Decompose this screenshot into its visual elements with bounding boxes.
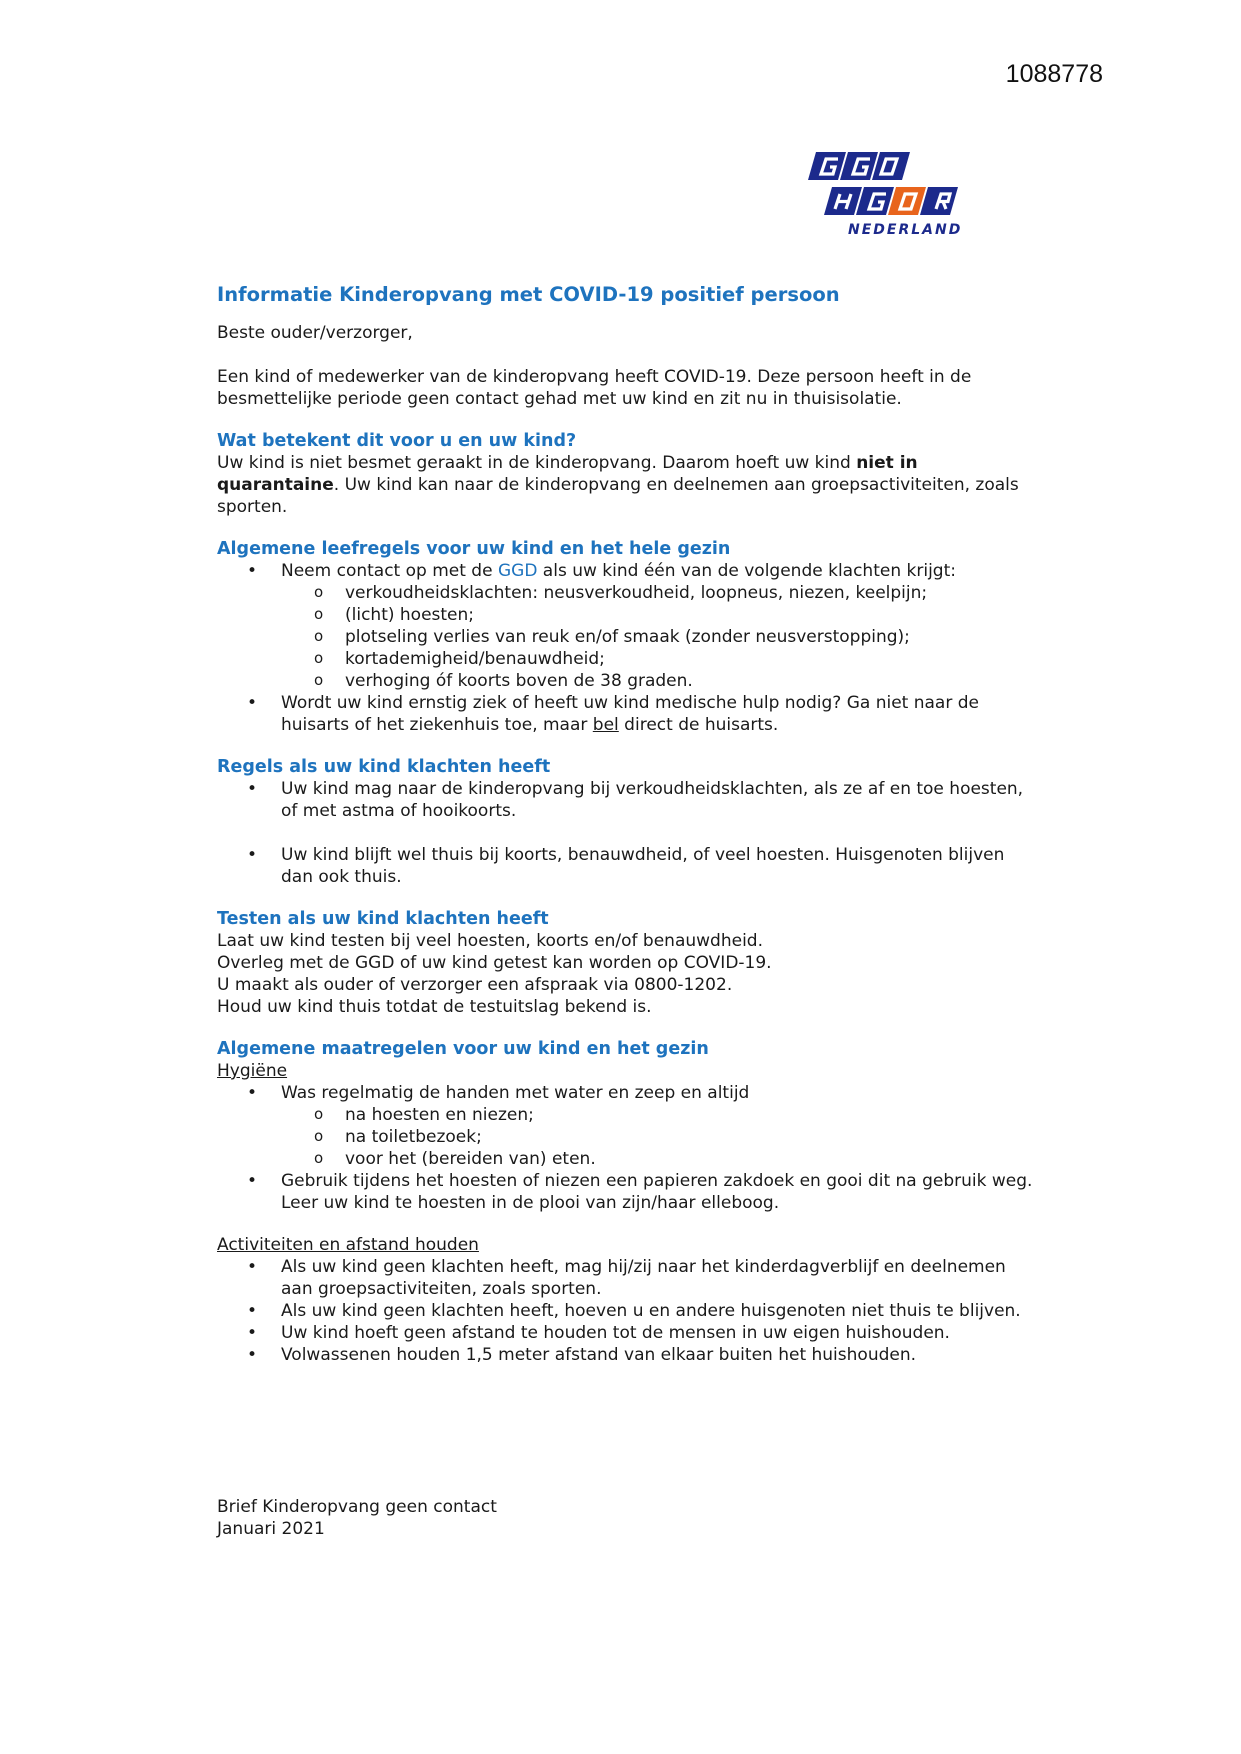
footer-date: Januari 2021 — [217, 1519, 325, 1539]
section-heading-symptom-rules: Regels als uw kind klachten heeft — [217, 757, 551, 777]
ggd-reference: GGD — [497, 561, 538, 581]
footer-title: Brief Kinderopvang geen contact — [217, 1497, 497, 1517]
subheading-hygiene: Hygiëne — [217, 1061, 288, 1081]
sub-list-item: o voor het (bereiden van) eten. — [281, 1148, 1037, 1170]
subheading-activities: Activiteiten en afstand houden — [217, 1235, 479, 1255]
lifestyle-rules-list — [217, 560, 1037, 736]
ggd-ghor-logo — [806, 150, 981, 250]
symptom-rules-list — [217, 778, 1037, 888]
letter-body — [217, 284, 1037, 1366]
testing-line: Overleg met de GGD of uw kind getest kan worden op COVID-19. — [217, 953, 772, 973]
sub-list-item: o kortademigheid/benauwdheid; — [281, 648, 1037, 670]
list-item: • Uw kind mag naar de kinderopvang bij verkoudheidsklachten, als ze af en toe hoesten, of met astma of hooikoorts. — [217, 778, 1037, 822]
list-item: • Neem contact op met de GGD als uw kind één van de volgende klachten krijgt: o verkoudheidsklachten: neusverkoudheid, loopneus, niezen, keelpijn; o (licht) hoesten; o plotseling verlies van reuk en/of smaak (zonder neusverstopping); o kortademigheid/benauwdheid; o verhoging óf koorts boven de 38 graden. — [217, 560, 1037, 692]
section-heading-testing: Testen als uw kind klachten heeft — [217, 909, 549, 929]
salutation: Beste ouder/verzorger, — [217, 323, 413, 343]
emphasis-no-quarantine: niet in quarantaine — [217, 453, 918, 495]
list-item: • Gebruik tijdens het hoesten of niezen een papieren zakdoek en gooi dit na gebruik weg. Leer uw kind te hoesten in de plooi van zijn/haar elleboog. — [217, 1170, 1037, 1214]
sub-list-item: o plotseling verlies van reuk en/of smaak (zonder neusverstopping); — [281, 626, 1037, 648]
list-item: • Was regelmatig de handen met water en zeep en altijd o na hoesten en niezen; o na toiletbezoek; o voor het (bereiden van) eten. — [217, 1082, 1037, 1170]
section-heading-lifestyle-rules: Algemene leefregels voor uw kind en het hele gezin — [217, 539, 731, 559]
list-item: • Volwassenen houden 1,5 meter afstand van elkaar buiten het huishouden. — [217, 1344, 1037, 1366]
sub-list-item: o verhoging óf koorts boven de 38 graden. — [281, 670, 1037, 692]
list-item: • Wordt uw kind ernstig ziek of heeft uw kind medische hulp nodig? Ga niet naar de huisarts of het ziekenhuis toe, maar bel direct de huisarts. — [217, 692, 1037, 736]
hygiene-sublist — [281, 1104, 1037, 1170]
activities-list — [217, 1256, 1037, 1366]
testing-line: Houd uw kind thuis totdat de testuitslag bekend is. — [217, 997, 652, 1017]
sub-list-item: o verkoudheidsklachten: neusverkoudheid, loopneus, niezen, keelpijn; — [281, 582, 1037, 604]
intro-paragraph: Een kind of medewerker van de kinderopvang heeft COVID-19. Deze persoon heeft in de besmettelijke periode geen contact gehad met uw kind en zit nu in thuisisolatie. — [217, 367, 972, 409]
section-heading-meaning: Wat betekent dit voor u en uw kind? — [217, 431, 577, 451]
list-item: • Uw kind hoeft geen afstand te houden tot de mensen in uw eigen huishouden. — [217, 1322, 1037, 1344]
call-emphasis: bel — [592, 715, 619, 735]
document-id: 1088778 — [1005, 60, 1103, 88]
section-heading-measures: Algemene maatregelen voor uw kind en het gezin — [217, 1039, 709, 1059]
logo-subtitle: NEDERLAND — [848, 222, 963, 238]
document-title: Informatie Kinderopvang met COVID-19 positief persoon — [217, 283, 840, 306]
letter-footer — [217, 1496, 497, 1540]
list-item: • Als uw kind geen klachten heeft, mag hij/zij naar het kinderdagverblijf en deelnemen aan groepsactiviteiten, zoals sporten. — [217, 1256, 1037, 1300]
list-item: • Als uw kind geen klachten heeft, hoeven u en andere huisgenoten niet thuis te blijven. — [217, 1300, 1037, 1322]
symptom-sublist — [281, 582, 1037, 692]
meaning-paragraph: Uw kind is niet besmet geraakt in de kinderopvang. Daarom hoeft uw kind niet in quarantaine. Uw kind kan naar de kinderopvang en deelnemen aan groepsactiviteiten, zoals sporten. — [217, 453, 1019, 517]
sub-list-item: o na hoesten en niezen; — [281, 1104, 1037, 1126]
hygiene-list — [217, 1082, 1037, 1214]
sub-list-item: o (licht) hoesten; — [281, 604, 1037, 626]
testing-line: U maakt als ouder of verzorger een afspraak via 0800-1202. — [217, 975, 733, 995]
sub-list-item: o na toiletbezoek; — [281, 1126, 1037, 1148]
list-item: • Uw kind blijft wel thuis bij koorts, benauwdheid, of veel hoesten. Huisgenoten blijven dan ook thuis. — [217, 844, 1037, 888]
testing-line: Laat uw kind testen bij veel hoesten, koorts en/of benauwdheid. — [217, 931, 763, 951]
